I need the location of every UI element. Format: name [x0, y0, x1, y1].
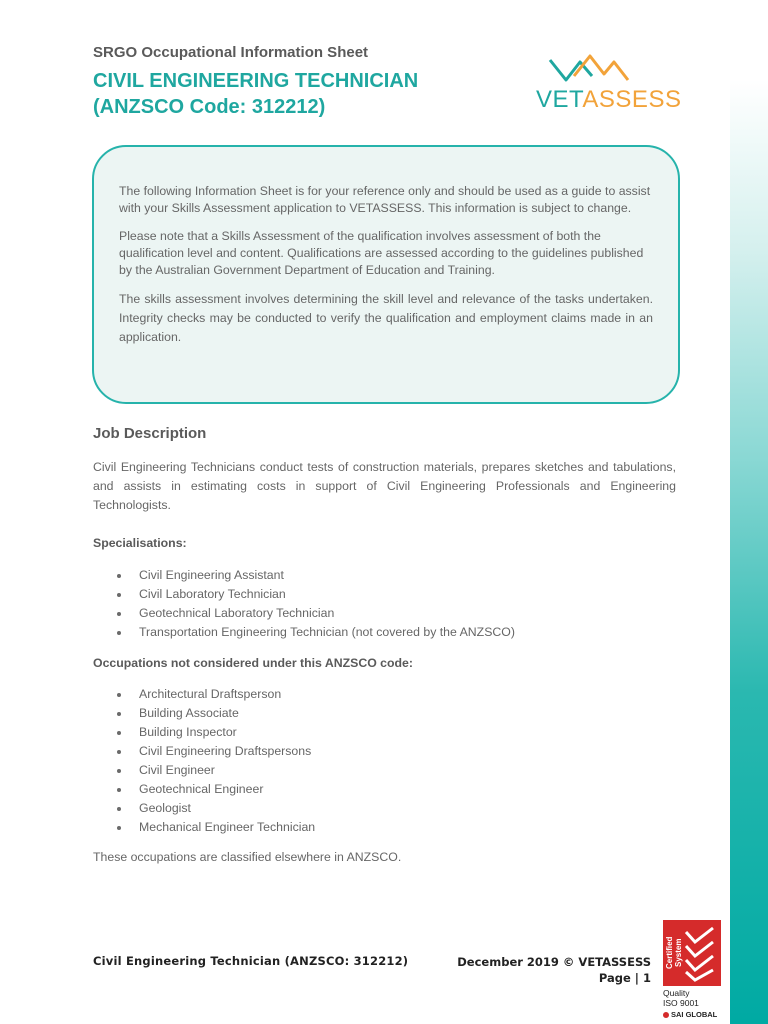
disclaimer-box: [92, 145, 680, 404]
iso-certification-badge: [663, 920, 723, 1020]
bullet-icon: [117, 631, 121, 635]
not-considered-heading: Occupations not considered under this ANZSCO code:: [93, 656, 413, 670]
job-description-text: Civil Engineering Technicians conduct tests of construction materials, prepares sketches and tabulations, and assists in estimating costs in support of Civil Engineering Professionals and Engineering Technologists.: [93, 460, 676, 512]
list-item: Building Inspector: [93, 723, 315, 742]
logo-text-vet: VET: [536, 86, 583, 113]
list-item: Civil Engineering Assistant: [93, 566, 515, 585]
logo-wordmark: [536, 86, 681, 114]
checkmarks-icon: [683, 926, 717, 982]
list-item: Civil Engineering Draftspersons: [93, 742, 315, 761]
list-item: Geologist: [93, 799, 315, 818]
footer-date: December 2019 © VETASSESS: [457, 955, 651, 969]
specialisations-heading: Specialisations:: [93, 536, 187, 550]
bullet-icon: [117, 593, 121, 597]
list-item: Transportation Engineering Technician (not covered by the ANZSCO): [93, 623, 515, 642]
list-item: Geotechnical Laboratory Technician: [93, 604, 515, 623]
disclaimer-paragraph-1: The following Information Sheet is for your reference only and should be used as a guide to assist with your Skills Assessment application to VETASSESS. This information is subject to change.: [119, 184, 651, 215]
bullet-icon: [117, 693, 121, 697]
list-item: Geotechnical Engineer: [93, 780, 315, 799]
side-color-stripe: [730, 80, 768, 1024]
sai-global-brand: SAI GLOBAL: [663, 1010, 717, 1019]
disclaimer-paragraph-2: Please note that a Skills Assessment of the qualification involves assessment of both the qualification level and content. Qualifications are assessed according to the guidelines published by the Australian Government Department of Education and Training.: [119, 229, 644, 277]
bullet-icon: [117, 769, 121, 773]
page-number: Page | 1: [598, 971, 651, 985]
certified-system-label: Certified System: [665, 936, 683, 970]
logo-check-icon: [544, 50, 634, 86]
footer-document-title: Civil Engineering Technician (ANZSCO: 312212): [93, 954, 409, 968]
bullet-icon: [117, 712, 121, 716]
disclaimer-paragraph-3: The skills assessment involves determining the skill level and relevance of the tasks undertaken. Integrity checks may be conducted to verify the qualification and employment claims made in an application.: [119, 292, 653, 344]
logo-text-assess: ASSESS: [582, 86, 682, 113]
footer-meta: [457, 954, 651, 986]
sai-global-icon: [663, 1012, 669, 1018]
certification-text: Quality ISO 9001: [663, 988, 699, 1008]
bullet-icon: [117, 612, 121, 616]
certified-system-mark: [663, 920, 721, 986]
job-description-heading: Job Description: [93, 425, 207, 442]
anzsco-code: (ANZSCO Code: 312212): [93, 96, 326, 118]
bullet-icon: [117, 574, 121, 578]
list-item: Architectural Draftsperson: [93, 685, 315, 704]
not-considered-list: [93, 685, 315, 837]
list-item: Civil Laboratory Technician: [93, 585, 515, 604]
vetassess-logo: [536, 50, 682, 120]
closing-note: These occupations are classified elsewhere in ANZSCO.: [93, 850, 402, 864]
bullet-icon: [117, 826, 121, 830]
page-title: CIVIL ENGINEERING TECHNICIAN: [93, 70, 419, 92]
list-item: Civil Engineer: [93, 761, 315, 780]
document-subtitle: SRGO Occupational Information Sheet: [93, 44, 369, 61]
list-item: Mechanical Engineer Technician: [93, 818, 315, 837]
bullet-icon: [117, 788, 121, 792]
bullet-icon: [117, 731, 121, 735]
specialisations-list: [93, 566, 515, 642]
list-item: Building Associate: [93, 704, 315, 723]
bullet-icon: [117, 750, 121, 754]
bullet-icon: [117, 807, 121, 811]
